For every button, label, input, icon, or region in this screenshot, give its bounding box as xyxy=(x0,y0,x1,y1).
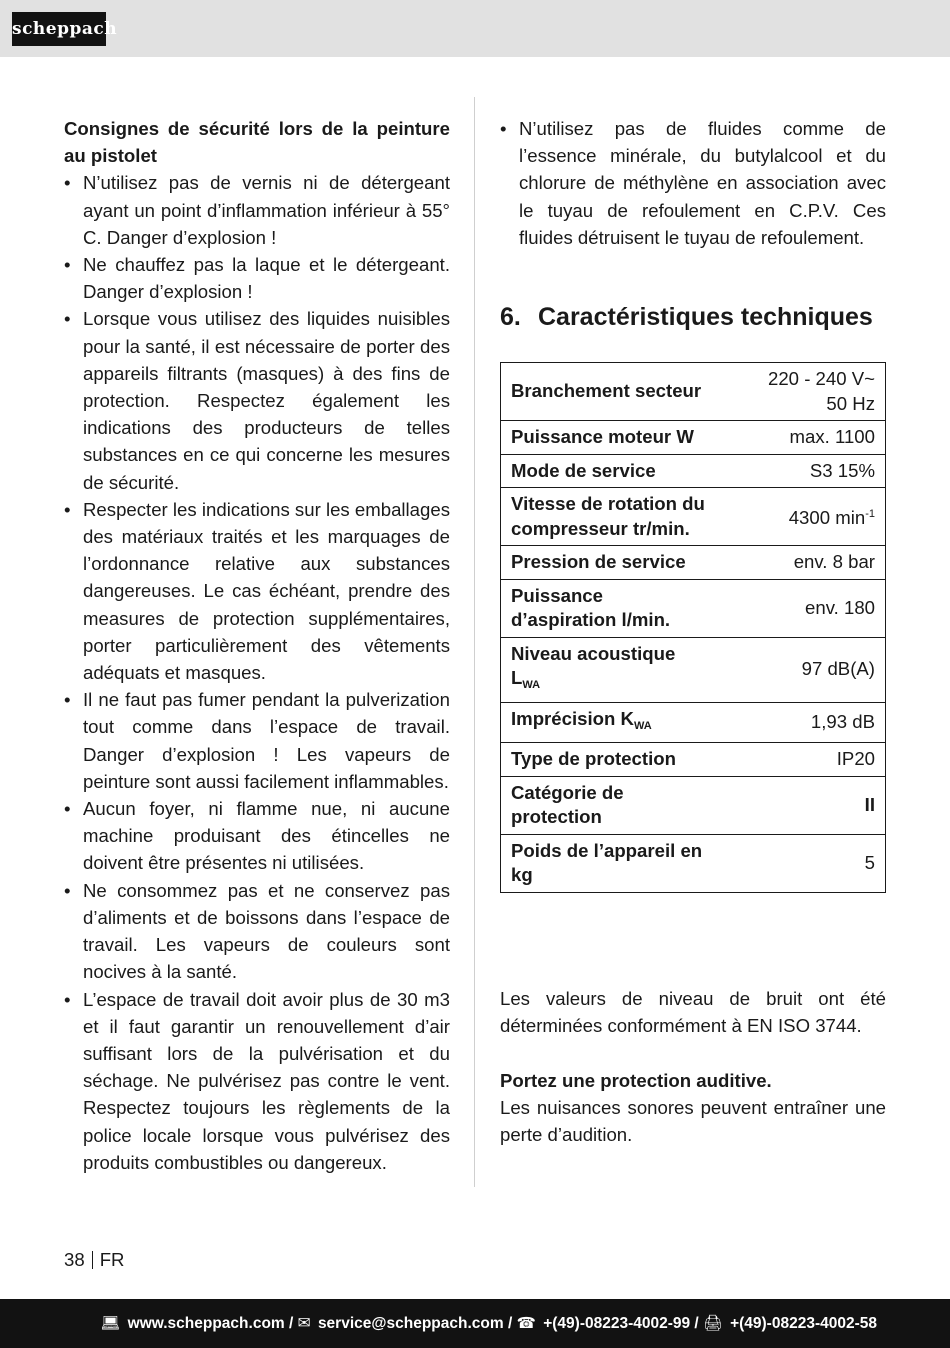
safety-heading: Consignes de sécurité lors de la peinture au pistolet xyxy=(64,118,450,167)
phone-icon: ☎︎ xyxy=(516,1315,536,1332)
spec-value: max. 1100 xyxy=(717,421,886,455)
spec-label: Branchement secteur xyxy=(501,363,717,421)
table-row xyxy=(501,579,886,637)
top-header-bar xyxy=(0,0,950,57)
page-language: FR xyxy=(99,1249,125,1270)
page-separator xyxy=(92,1251,93,1269)
hearing-warning-bold: Portez une protection auditive. xyxy=(500,1070,772,1091)
spec-value: IP20 xyxy=(717,743,886,777)
list-item: • L’espace de travail doit avoir plus de 30 m3 et il faut garantir un renouvellement d’air suffisant lors de la pulvérisation et du séchage. Ne pulvérisez pas contre le vent. Respectez toujours les règlements de la police locale lorsque vous pulvérisez des produits combustibles ou dangereux. xyxy=(64,988,450,1173)
spec-label: Puissance moteur W xyxy=(501,421,717,455)
right-column xyxy=(500,115,886,251)
hearing-warning-text: Les nuisances sonores peuvent entraîner une perte d’audition. xyxy=(500,1097,886,1146)
list-item: • N’utilisez pas de fluides comme de l’essence minérale, du butylalcool et du chlorure de méthylène en association avec le tuyau de refoulement en C.P.V. Ces fluides détruisent le tuyau de refoulement. xyxy=(500,118,886,248)
website-link[interactable]: www.scheppach.com / xyxy=(127,1315,294,1332)
table-row xyxy=(501,546,886,580)
spec-value: 97 dB(A) xyxy=(717,637,886,702)
spec-label: Pression de service xyxy=(501,546,717,580)
contact-footer xyxy=(0,1299,950,1348)
brand-logo: scheppach xyxy=(12,12,106,46)
list-item: • Respecter les indications sur les emballages des matériaux traités et les marquages de l’ordonnance relative aux substances dangereuses. Le cas échéant, prendre des measures de protection supplémentaires, porter particulièrement des vêtements adéquats et masques. xyxy=(64,498,450,684)
table-row xyxy=(501,702,886,743)
table-row xyxy=(501,363,886,421)
spec-label: Vitesse de rotation du compresseur tr/min. xyxy=(501,488,717,546)
list-item: • N’utilisez pas de vernis ni de détergeant ayant un point d’inflammation inférieur à 55° C. Danger d’explosion ! xyxy=(64,172,450,248)
table-row xyxy=(501,488,886,546)
list-item: • Lorsque vous utilisez des liquides nuisibles pour la santé, il est nécessaire de porter des appareils filtrants (masques) à des fins de protection. Respectez également les indications des producteurs de telles substances en ce qui concerne les mesures de sécurité. xyxy=(64,308,450,493)
spec-value: 220 - 240 V~ 50 Hz xyxy=(717,363,886,421)
spec-value: II xyxy=(717,776,886,834)
spec-label: Mode de service xyxy=(501,454,717,488)
table-row xyxy=(501,743,886,777)
list-item: • Aucun foyer, ni flamme nue, ni aucune machine produisant des étincelles ne doivent être présentes ni utilisées. xyxy=(64,798,450,874)
page-footer-number xyxy=(64,1248,124,1272)
list-item: • Ne chauffez pas la laque et le détergeant. Danger d’explosion ! xyxy=(64,254,450,303)
section-heading xyxy=(500,298,900,336)
fax-icon: 🖨︎ xyxy=(703,1315,723,1332)
table-row xyxy=(501,637,886,702)
left-column xyxy=(64,115,450,1176)
spec-label: Niveau acoustique $L_{WA}$ xyxy=(501,637,717,702)
section-title: Caractéristiques techniques xyxy=(538,303,873,331)
spec-value: S3 15% xyxy=(717,454,886,488)
table-row xyxy=(501,421,886,455)
spec-value: 4300 $\min^{-1}$ xyxy=(717,488,886,546)
spec-label: Poids de l’appareil en kg xyxy=(501,834,717,892)
page-number: 38 xyxy=(64,1249,85,1270)
spec-value: env. 8 bar xyxy=(717,546,886,580)
fluids-bullet-list xyxy=(500,115,886,251)
table-row xyxy=(501,454,886,488)
email-link[interactable]: service@scheppach.com / xyxy=(317,1315,513,1332)
spec-value: 1,93 dB xyxy=(717,702,886,743)
hearing-note xyxy=(500,1067,886,1149)
table-row xyxy=(501,776,886,834)
spec-label: Catégorie de protection xyxy=(501,776,717,834)
table-row xyxy=(501,834,886,892)
mail-icon: ✉︎ xyxy=(297,1315,311,1332)
specs-table xyxy=(500,362,886,893)
fax-number: +(49)-08223-4002-58 xyxy=(730,1315,877,1332)
phone-number: +(49)-08223-4002-99 / xyxy=(543,1315,699,1332)
noise-note: Les valeurs de niveau de bruit ont été déterminées conformément à EN ISO 3744. xyxy=(500,988,886,1037)
spec-label: Type de protection xyxy=(501,743,717,777)
spec-label: Puissance d’aspiration l/min. xyxy=(501,579,717,637)
section-number: 6. xyxy=(500,303,521,331)
column-divider xyxy=(474,97,475,1187)
computer-icon: 💻︎ xyxy=(100,1315,121,1332)
list-item: • Il ne faut pas fumer pendant la pulverization tout comme dans l’espace de travail. Danger d’explosion ! Les vapeurs de peinture sont aussi facilement inflammables. xyxy=(64,689,450,792)
list-item: • Ne consommez pas et ne conservez pas d’aliments et de boissons dans l’espace de travail. Les vapeurs de couleurs sont nocives à la santé. xyxy=(64,879,450,983)
spec-label: Imprécision $K_{WA}$ xyxy=(501,702,717,743)
spec-value: env. 180 xyxy=(717,579,886,637)
spec-value: 5 xyxy=(717,834,886,892)
safety-bullet-list xyxy=(64,169,450,1176)
